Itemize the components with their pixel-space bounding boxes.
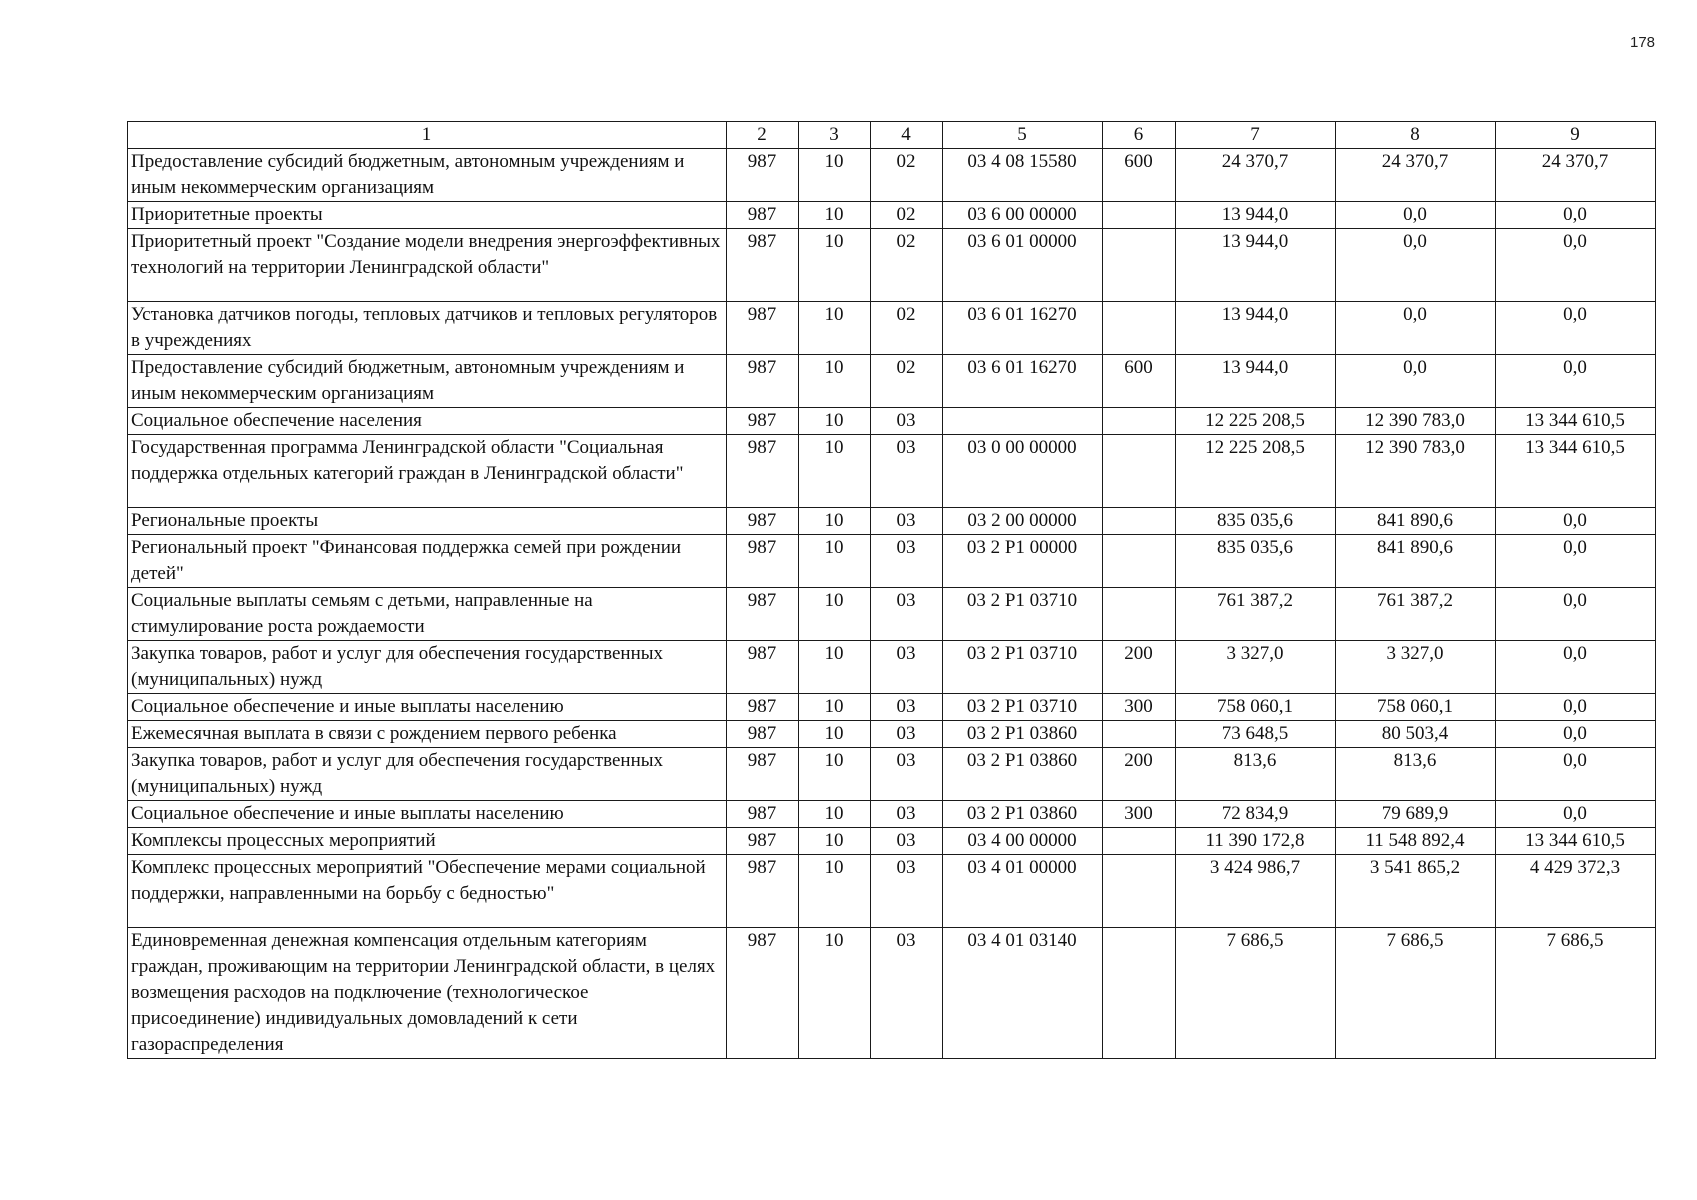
amount-col8-cell: 11 548 892,4 (1336, 828, 1496, 855)
subsection-cell: 02 (871, 302, 943, 355)
subsection-cell: 03 (871, 588, 943, 641)
target-article-cell (943, 408, 1103, 435)
section-cell: 10 (799, 229, 871, 302)
expense-type-cell: 200 (1103, 748, 1176, 801)
table-row (128, 508, 1656, 535)
expense-type-cell (1103, 855, 1176, 928)
item-name-cell: Ежемесячная выплата в связи с рождением первого ребенка (128, 721, 727, 748)
section-cell: 10 (799, 355, 871, 408)
section-cell: 10 (799, 202, 871, 229)
amount-col9-cell: 0,0 (1496, 721, 1656, 748)
item-name-cell: Региональный проект "Финансовая поддержка семей при рождении детей" (128, 535, 727, 588)
amount-col8-cell: 3 541 865,2 (1336, 855, 1496, 928)
item-name-cell: Социальное обеспечение и иные выплаты населению (128, 694, 727, 721)
item-name-cell: Закупка товаров, работ и услуг для обеспечения государственных (муниципальных) нужд (128, 748, 727, 801)
section-cell: 10 (799, 641, 871, 694)
ministry-code-cell: 987 (727, 355, 799, 408)
amount-col9-cell: 0,0 (1496, 588, 1656, 641)
target-article-cell: 03 2 P1 03860 (943, 721, 1103, 748)
amount-col8-cell: 0,0 (1336, 202, 1496, 229)
ministry-code-cell: 987 (727, 694, 799, 721)
target-article-cell: 03 4 08 15580 (943, 149, 1103, 202)
amount-col7-cell: 758 060,1 (1176, 694, 1336, 721)
expense-type-cell (1103, 828, 1176, 855)
amount-col7-cell: 13 944,0 (1176, 302, 1336, 355)
amount-col7-cell: 72 834,9 (1176, 801, 1336, 828)
target-article-cell: 03 2 00 00000 (943, 508, 1103, 535)
amount-col8-cell: 24 370,7 (1336, 149, 1496, 202)
expense-type-cell (1103, 535, 1176, 588)
header-cell: 9 (1496, 122, 1656, 149)
subsection-cell: 03 (871, 435, 943, 508)
amount-col7-cell: 3 424 986,7 (1176, 855, 1336, 928)
amount-col9-cell: 0,0 (1496, 202, 1656, 229)
expense-type-cell (1103, 229, 1176, 302)
item-name-cell: Социальные выплаты семьям с детьми, направленные на стимулирование роста рождаемости (128, 588, 727, 641)
amount-col9-cell: 7 686,5 (1496, 928, 1656, 1059)
amount-col9-cell: 0,0 (1496, 641, 1656, 694)
table-row (128, 355, 1656, 408)
subsection-cell: 03 (871, 855, 943, 928)
target-article-cell: 03 2 P1 03710 (943, 641, 1103, 694)
table-row (128, 435, 1656, 508)
subsection-cell: 02 (871, 149, 943, 202)
amount-col8-cell: 3 327,0 (1336, 641, 1496, 694)
ministry-code-cell: 987 (727, 748, 799, 801)
expense-type-cell: 200 (1103, 641, 1176, 694)
table-row (128, 801, 1656, 828)
amount-col7-cell: 7 686,5 (1176, 928, 1336, 1059)
amount-col8-cell: 841 890,6 (1336, 535, 1496, 588)
amount-col7-cell: 13 944,0 (1176, 229, 1336, 302)
table-row (128, 202, 1656, 229)
amount-col7-cell: 835 035,6 (1176, 508, 1336, 535)
section-cell: 10 (799, 694, 871, 721)
section-cell: 10 (799, 855, 871, 928)
amount-col7-cell: 24 370,7 (1176, 149, 1336, 202)
amount-col8-cell: 0,0 (1336, 355, 1496, 408)
table-row (128, 748, 1656, 801)
expense-type-cell: 600 (1103, 355, 1176, 408)
ministry-code-cell: 987 (727, 928, 799, 1059)
header-cell: 1 (128, 122, 727, 149)
section-cell: 10 (799, 149, 871, 202)
target-article-cell: 03 4 01 03140 (943, 928, 1103, 1059)
subsection-cell: 03 (871, 748, 943, 801)
expense-type-cell: 600 (1103, 149, 1176, 202)
amount-col9-cell: 0,0 (1496, 355, 1656, 408)
ministry-code-cell: 987 (727, 535, 799, 588)
target-article-cell: 03 4 01 00000 (943, 855, 1103, 928)
ministry-code-cell: 987 (727, 641, 799, 694)
amount-col7-cell: 813,6 (1176, 748, 1336, 801)
amount-col8-cell: 0,0 (1336, 302, 1496, 355)
amount-col7-cell: 835 035,6 (1176, 535, 1336, 588)
subsection-cell: 03 (871, 535, 943, 588)
section-cell: 10 (799, 588, 871, 641)
amount-col9-cell: 24 370,7 (1496, 149, 1656, 202)
target-article-cell: 03 6 01 16270 (943, 355, 1103, 408)
item-name-cell: Предоставление субсидий бюджетным, автономным учреждениям и иным некоммерческим организациям (128, 355, 727, 408)
amount-col9-cell: 0,0 (1496, 535, 1656, 588)
amount-col8-cell: 12 390 783,0 (1336, 408, 1496, 435)
item-name-cell: Комплексы процессных мероприятий (128, 828, 727, 855)
amount-col8-cell: 80 503,4 (1336, 721, 1496, 748)
section-cell: 10 (799, 801, 871, 828)
subsection-cell: 02 (871, 229, 943, 302)
amount-col7-cell: 12 225 208,5 (1176, 435, 1336, 508)
expense-type-cell (1103, 588, 1176, 641)
target-article-cell: 03 4 00 00000 (943, 828, 1103, 855)
expense-type-cell: 300 (1103, 801, 1176, 828)
amount-col7-cell: 12 225 208,5 (1176, 408, 1336, 435)
expense-type-cell (1103, 302, 1176, 355)
ministry-code-cell: 987 (727, 408, 799, 435)
subsection-cell: 03 (871, 801, 943, 828)
amount-col8-cell: 758 060,1 (1336, 694, 1496, 721)
amount-col7-cell: 73 648,5 (1176, 721, 1336, 748)
amount-col9-cell: 0,0 (1496, 508, 1656, 535)
amount-col8-cell: 761 387,2 (1336, 588, 1496, 641)
budget-table (127, 121, 1656, 1059)
section-cell: 10 (799, 748, 871, 801)
header-cell: 5 (943, 122, 1103, 149)
amount-col7-cell: 13 944,0 (1176, 355, 1336, 408)
section-cell: 10 (799, 828, 871, 855)
section-cell: 10 (799, 302, 871, 355)
subsection-cell: 03 (871, 408, 943, 435)
amount-col8-cell: 12 390 783,0 (1336, 435, 1496, 508)
subsection-cell: 03 (871, 508, 943, 535)
amount-col9-cell: 0,0 (1496, 302, 1656, 355)
header-cell: 4 (871, 122, 943, 149)
item-name-cell: Социальное обеспечение населения (128, 408, 727, 435)
item-name-cell: Единовременная денежная компенсация отдельным категориям граждан, проживающим на территории Ленинградской области, в целях возмещения расходов на подключение (технологическое присоединение) индивидуальных домовладений к сети газораспределения (128, 928, 727, 1059)
ministry-code-cell: 987 (727, 721, 799, 748)
amount-col7-cell: 13 944,0 (1176, 202, 1336, 229)
subsection-cell: 03 (871, 641, 943, 694)
header-cell: 8 (1336, 122, 1496, 149)
amount-col9-cell: 0,0 (1496, 748, 1656, 801)
item-name-cell: Государственная программа Ленинградской области "Социальная поддержка отдельных категорий граждан в Ленинградской области" (128, 435, 727, 508)
amount-col9-cell: 4 429 372,3 (1496, 855, 1656, 928)
ministry-code-cell: 987 (727, 828, 799, 855)
subsection-cell: 03 (871, 694, 943, 721)
target-article-cell: 03 2 P1 03710 (943, 694, 1103, 721)
ministry-code-cell: 987 (727, 202, 799, 229)
target-article-cell: 03 2 P1 00000 (943, 535, 1103, 588)
amount-col8-cell: 7 686,5 (1336, 928, 1496, 1059)
item-name-cell: Региональные проекты (128, 508, 727, 535)
ministry-code-cell: 987 (727, 508, 799, 535)
header-row (128, 122, 1656, 149)
table-row (128, 855, 1656, 928)
amount-col8-cell: 813,6 (1336, 748, 1496, 801)
ministry-code-cell: 987 (727, 588, 799, 641)
target-article-cell: 03 2 P1 03860 (943, 801, 1103, 828)
expense-type-cell (1103, 435, 1176, 508)
target-article-cell: 03 2 P1 03710 (943, 588, 1103, 641)
header-cell: 2 (727, 122, 799, 149)
ministry-code-cell: 987 (727, 855, 799, 928)
subsection-cell: 03 (871, 928, 943, 1059)
expense-type-cell: 300 (1103, 694, 1176, 721)
table-row (128, 694, 1656, 721)
amount-col9-cell: 13 344 610,5 (1496, 408, 1656, 435)
table-row (128, 721, 1656, 748)
target-article-cell: 03 6 01 00000 (943, 229, 1103, 302)
table-row (128, 928, 1656, 1059)
amount-col8-cell: 79 689,9 (1336, 801, 1496, 828)
expense-type-cell (1103, 721, 1176, 748)
ministry-code-cell: 987 (727, 435, 799, 508)
expense-type-cell (1103, 408, 1176, 435)
ministry-code-cell: 987 (727, 302, 799, 355)
target-article-cell: 03 6 01 16270 (943, 302, 1103, 355)
amount-col9-cell: 0,0 (1496, 694, 1656, 721)
table-row (128, 588, 1656, 641)
amount-col8-cell: 841 890,6 (1336, 508, 1496, 535)
item-name-cell: Закупка товаров, работ и услуг для обеспечения государственных (муниципальных) нужд (128, 641, 727, 694)
target-article-cell: 03 2 P1 03860 (943, 748, 1103, 801)
item-name-cell: Комплекс процессных мероприятий "Обеспечение мерами социальной поддержки, направленными на борьбу с бедностью" (128, 855, 727, 928)
subsection-cell: 02 (871, 202, 943, 229)
table-row (128, 408, 1656, 435)
expense-type-cell (1103, 928, 1176, 1059)
expense-type-cell (1103, 508, 1176, 535)
amount-col9-cell: 0,0 (1496, 801, 1656, 828)
amount-col8-cell: 0,0 (1336, 229, 1496, 302)
section-cell: 10 (799, 435, 871, 508)
amount-col9-cell: 13 344 610,5 (1496, 828, 1656, 855)
table-row (128, 229, 1656, 302)
item-name-cell: Приоритетный проект "Создание модели внедрения энергоэффективных технологий на территории Ленинградской области" (128, 229, 727, 302)
amount-col7-cell: 11 390 172,8 (1176, 828, 1336, 855)
table-row (128, 149, 1656, 202)
ministry-code-cell: 987 (727, 801, 799, 828)
header-cell: 7 (1176, 122, 1336, 149)
item-name-cell: Приоритетные проекты (128, 202, 727, 229)
header-cell: 6 (1103, 122, 1176, 149)
amount-col7-cell: 3 327,0 (1176, 641, 1336, 694)
item-name-cell: Установка датчиков погоды, тепловых датчиков и тепловых регуляторов в учреждениях (128, 302, 727, 355)
section-cell: 10 (799, 928, 871, 1059)
section-cell: 10 (799, 721, 871, 748)
ministry-code-cell: 987 (727, 229, 799, 302)
amount-col9-cell: 13 344 610,5 (1496, 435, 1656, 508)
subsection-cell: 02 (871, 355, 943, 408)
section-cell: 10 (799, 508, 871, 535)
item-name-cell: Социальное обеспечение и иные выплаты населению (128, 801, 727, 828)
target-article-cell: 03 0 00 00000 (943, 435, 1103, 508)
item-name-cell: Предоставление субсидий бюджетным, автономным учреждениям и иным некоммерческим организациям (128, 149, 727, 202)
subsection-cell: 03 (871, 721, 943, 748)
page-number: 178 (1630, 34, 1656, 51)
table-row (128, 535, 1656, 588)
table-row (128, 641, 1656, 694)
table-row (128, 302, 1656, 355)
subsection-cell: 03 (871, 828, 943, 855)
ministry-code-cell: 987 (727, 149, 799, 202)
section-cell: 10 (799, 408, 871, 435)
target-article-cell: 03 6 00 00000 (943, 202, 1103, 229)
table-row (128, 828, 1656, 855)
expense-type-cell (1103, 202, 1176, 229)
amount-col9-cell: 0,0 (1496, 229, 1656, 302)
amount-col7-cell: 761 387,2 (1176, 588, 1336, 641)
section-cell: 10 (799, 535, 871, 588)
header-cell: 3 (799, 122, 871, 149)
